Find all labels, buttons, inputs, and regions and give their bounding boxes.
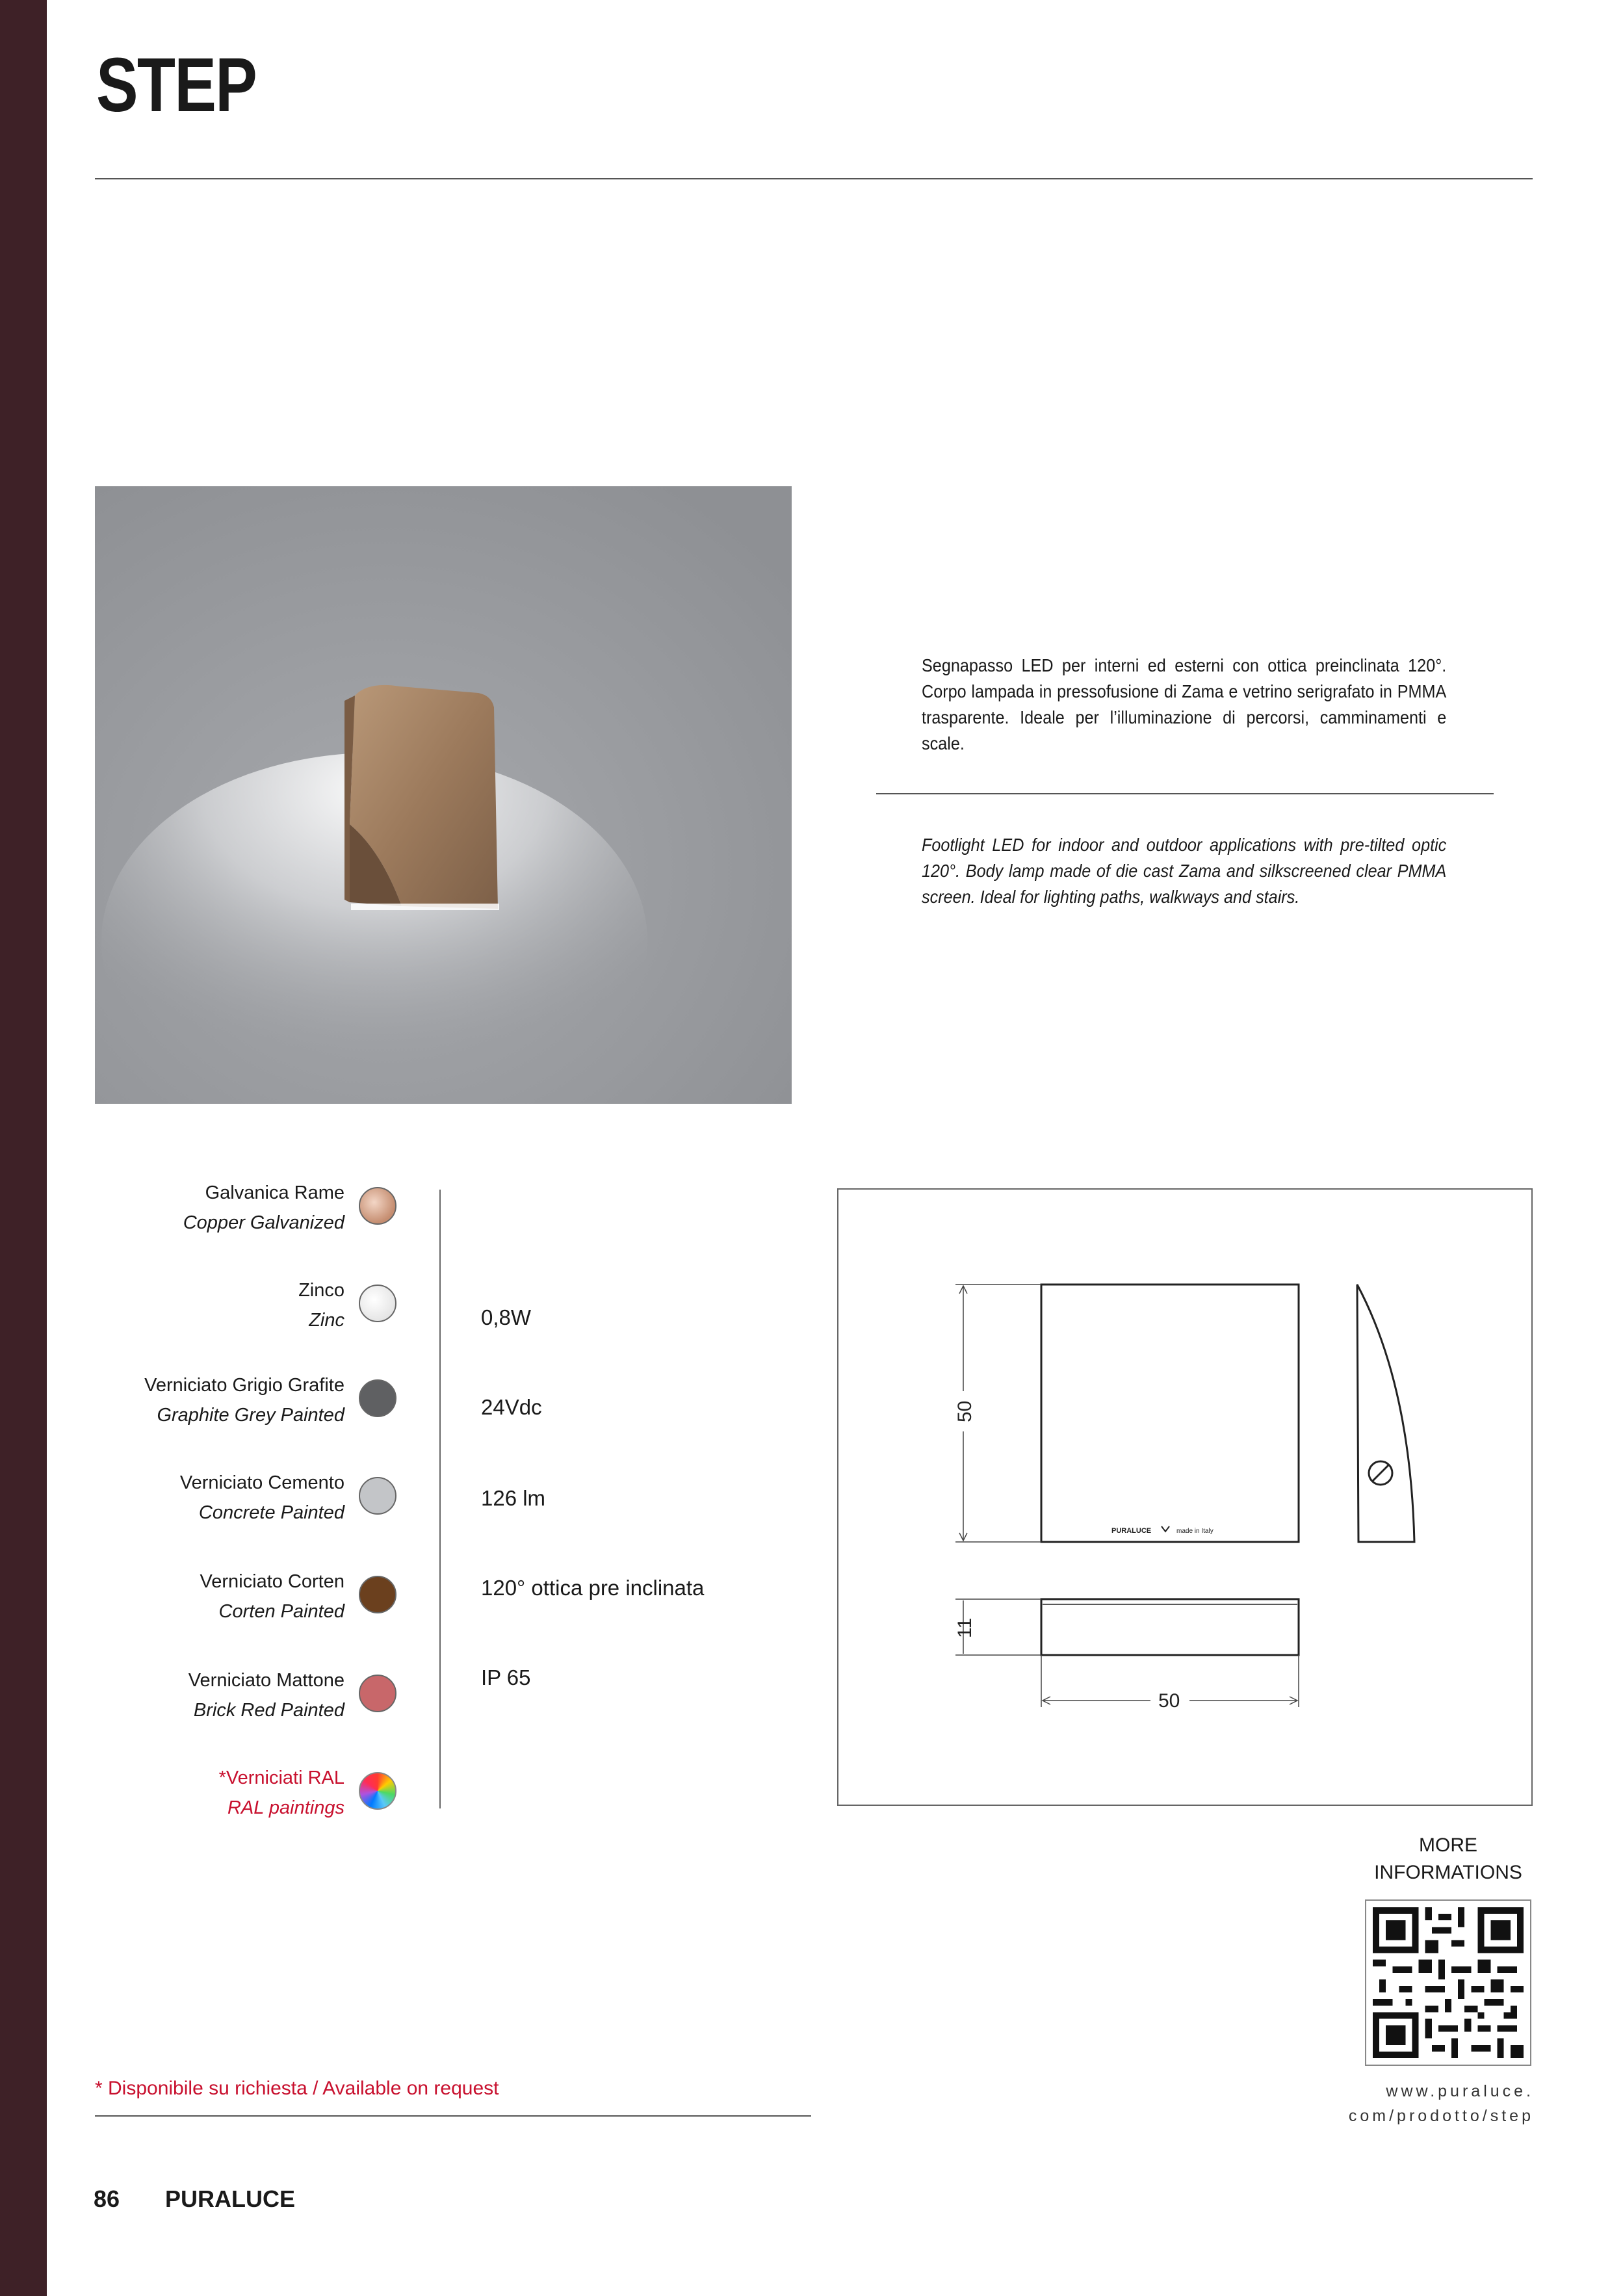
finish-label-en: RAL paintings (227, 1797, 344, 1818)
spec-lumen: 126 lm (481, 1486, 546, 1510)
product-url[interactable] (1339, 2079, 1534, 2128)
finish-corten (97, 1567, 396, 1632)
finish-label-it: *Verniciati RAL (218, 1768, 344, 1788)
drawing-brand-label: PURALUCE (1111, 1527, 1152, 1535)
spec-optic: 120° ottica pre inclinata (481, 1576, 705, 1600)
technical-drawing (837, 1188, 1533, 1806)
finish-label-it: Galvanica Rame (205, 1182, 344, 1203)
description-english: Footlight LED for indoor and outdoor applications with pre-tilted optic 120°. Body lamp made of die cast Zama and silkscreened clear PMMA screen. Ideal for lighting paths, walkways and stairs. (922, 835, 1447, 907)
finish-label-it: Verniciato Cemento (179, 1472, 344, 1493)
finish-ral (97, 1763, 396, 1828)
url-line-2: com/prodotto/step (1348, 2107, 1534, 2125)
product-photo (95, 486, 792, 1104)
footer-brand: PURALUCE (165, 2185, 296, 2212)
side-view (1357, 1285, 1414, 1542)
qr-code-icon[interactable] (1365, 1899, 1531, 2066)
finish-brick (97, 1665, 396, 1730)
width-dimension-label: 50 (1158, 1690, 1180, 1712)
front-view (1041, 1285, 1299, 1542)
finish-zinc (97, 1275, 396, 1340)
finish-graphite (97, 1370, 396, 1435)
finish-label-en: Brick Red Painted (193, 1700, 344, 1721)
title-divider (95, 178, 1533, 179)
description-divider (876, 793, 1494, 794)
finish-label-en: Graphite Grey Painted (157, 1405, 344, 1426)
concrete-swatch-icon (359, 1477, 396, 1515)
bottom-view (1041, 1599, 1299, 1655)
drawing-logo-icon (1162, 1526, 1169, 1532)
corten-swatch-icon (359, 1576, 396, 1613)
brick-swatch-icon (359, 1675, 396, 1712)
finish-label-en: Zinc (309, 1310, 344, 1331)
more-info-label: MORE INFORMATIONS (1374, 1834, 1522, 1883)
page-sidebar-band (0, 0, 47, 2296)
finish-label-en: Concrete Painted (198, 1502, 344, 1523)
finish-label-it: Verniciato Grigio Grafite (144, 1375, 344, 1396)
finish-label-en: Copper Galvanized (183, 1212, 344, 1233)
height-dimension-label: 50 (954, 1400, 976, 1422)
graphite-swatch-icon (359, 1379, 396, 1417)
specs-divider (439, 1190, 441, 1808)
finish-copper (97, 1178, 396, 1243)
footnote-divider (95, 2115, 811, 2117)
page-title: STEP (96, 42, 257, 128)
drawing-made-label: made in Italy (1176, 1528, 1214, 1535)
finish-label-it: Verniciato Corten (200, 1571, 344, 1592)
copper-swatch-icon (359, 1187, 396, 1225)
ral-color-wheel-icon (359, 1772, 396, 1810)
finish-concrete (97, 1468, 396, 1533)
description-italian: Segnapasso LED per interni ed esterni con ottica preinclinata 120°. Corpo lampada in pressofusione di Zama e vetrino serigrafato in PMMA trasparente. Ideale per l’illuminazione di percorsi, camminamenti e scale. (922, 655, 1447, 753)
spec-power: 0,8W (481, 1305, 532, 1329)
finish-label-en: Corten Painted (218, 1601, 344, 1622)
page-number: 86 (94, 2185, 120, 2212)
finish-label-it: Verniciato Mattone (188, 1670, 344, 1691)
spec-ip-rating: IP 65 (481, 1665, 531, 1689)
finish-label-it: Zinco (298, 1280, 344, 1301)
url-line-1: www.puraluce. (1386, 2082, 1534, 2100)
availability-footnote: * Disponibile su richiesta / Available on request (95, 2078, 499, 2099)
zinc-swatch-icon (359, 1285, 396, 1322)
depth-dimension-label: 11 (954, 1617, 976, 1638)
spec-voltage: 24Vdc (481, 1395, 542, 1419)
